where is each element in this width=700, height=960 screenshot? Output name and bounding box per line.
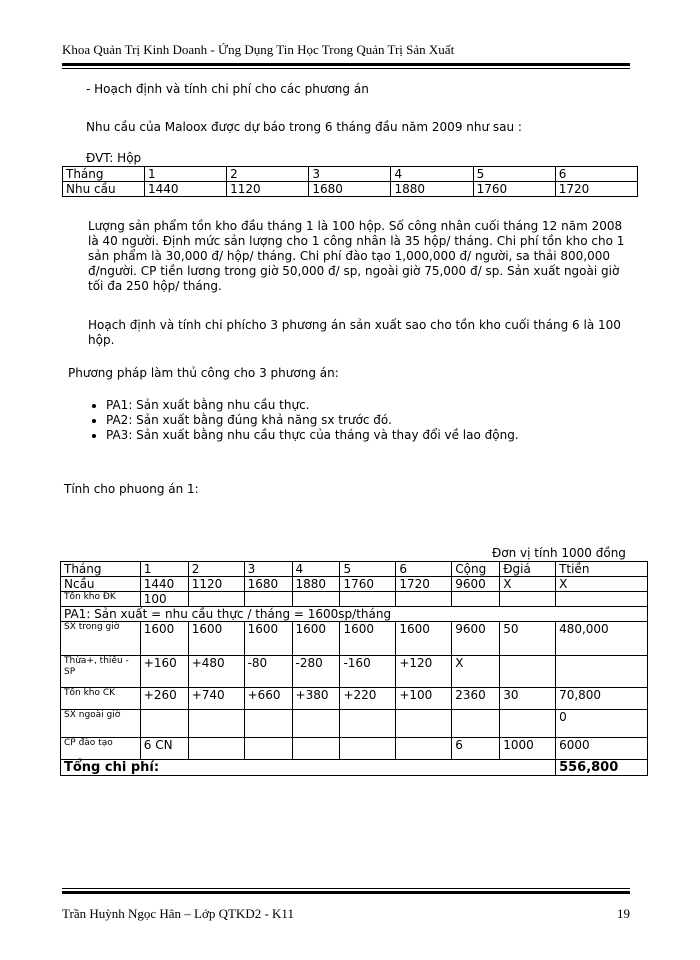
table-cell: 1000 [500, 738, 556, 760]
total-label: Tổng chi phí: [61, 760, 556, 776]
list-item: • PA2: Sản xuất bằng đúng khả năng sx trước đó. [106, 413, 626, 428]
table-cell: 1600 [340, 622, 396, 656]
table-cell: SX ngoài giờ [61, 710, 141, 738]
table-cell: 4 [292, 562, 340, 577]
table-cell: 1600 [244, 622, 292, 656]
table-cell: 30 [500, 688, 556, 710]
table-cell: Thừa+, thiếu - SP [61, 656, 141, 688]
demand-table [62, 166, 638, 197]
table-cell: 1600 [292, 622, 340, 656]
table-cell [500, 592, 556, 607]
table-cell: PA1: Sản xuất = nhu cầu thực / tháng = 1600sp/tháng [61, 607, 648, 622]
table-cell: 4 [391, 167, 473, 182]
table-cell [140, 710, 188, 738]
table-cell: 6 CN [140, 738, 188, 760]
table-cell [292, 710, 340, 738]
calc-table [60, 561, 648, 776]
table-cell: X [556, 577, 648, 592]
table-cell: Tồn kho ĐK [61, 592, 141, 607]
list-item: • PA1: Sản xuất bằng nhu cầu thực. [106, 398, 626, 413]
table-cell: 0 [556, 710, 648, 738]
table-cell: 3 [244, 562, 292, 577]
table-cell: 1880 [292, 577, 340, 592]
table-cell: 6000 [556, 738, 648, 760]
table-row [61, 577, 648, 592]
page-footer [62, 906, 630, 922]
table-cell: +480 [188, 656, 244, 688]
table-cell [396, 738, 452, 760]
table-row [61, 592, 648, 607]
table-cell: 1120 [227, 182, 309, 197]
table-cell [396, 592, 452, 607]
table-cell: 9600 [452, 577, 500, 592]
table-cell [188, 738, 244, 760]
unit-label: ĐVT: Hộp [86, 151, 142, 165]
section-heading: - Hoạch định và tính chi phí cho các phương án [86, 82, 369, 96]
table-cell: SX trong giờ [61, 622, 141, 656]
table-cell: 1720 [396, 577, 452, 592]
table-row [61, 622, 648, 656]
table-cell: 2 [227, 167, 309, 182]
calc-title: Tính cho phuong án 1: [64, 482, 199, 496]
table-cell: 1440 [140, 577, 188, 592]
table-cell: 9600 [452, 622, 500, 656]
table-cell: +120 [396, 656, 452, 688]
table-cell: 3 [309, 167, 391, 182]
method-text: Phương pháp làm thủ công cho 3 phương án: [68, 366, 339, 380]
table-row [61, 710, 648, 738]
table-cell: 100 [140, 592, 188, 607]
table-cell: 50 [500, 622, 556, 656]
table-cell: 6 [555, 167, 637, 182]
table-cell [556, 656, 648, 688]
table-cell: 1600 [140, 622, 188, 656]
table-cell: +740 [188, 688, 244, 710]
table-cell: 1600 [188, 622, 244, 656]
table-row [61, 760, 648, 776]
table-cell: 1680 [309, 182, 391, 197]
table-cell: 2 [188, 562, 244, 577]
table-cell [452, 710, 500, 738]
table-cell: 2360 [452, 688, 500, 710]
table-row [61, 738, 648, 760]
table-cell: 5 [473, 167, 555, 182]
table-cell [188, 710, 244, 738]
table-cell: Cộng [452, 562, 500, 577]
table-cell: 70,800 [556, 688, 648, 710]
page-number: 19 [617, 906, 630, 921]
table-cell: 1680 [244, 577, 292, 592]
table-cell [396, 710, 452, 738]
table-cell [500, 710, 556, 738]
table-cell: 1120 [188, 577, 244, 592]
footer-rule-thin [62, 888, 630, 889]
table-cell: 6 [452, 738, 500, 760]
table-cell: 1 [140, 562, 188, 577]
table-cell: +160 [140, 656, 188, 688]
table-cell: CP đào tạo [61, 738, 141, 760]
table-cell: Ttiền [556, 562, 648, 577]
table-cell [340, 592, 396, 607]
header-rule-thin [62, 68, 630, 69]
table-cell: 5 [340, 562, 396, 577]
table-cell [244, 738, 292, 760]
table-cell: 480,000 [556, 622, 648, 656]
table-cell [340, 738, 396, 760]
table-cell [340, 710, 396, 738]
footer-author: Trần Huỳnh Ngọc Hân – Lớp QTKD2 - K11 [62, 906, 294, 921]
table-cell: 1600 [396, 622, 452, 656]
calc-unit: Đơn vị tính 1000 đồng [492, 546, 626, 560]
table-cell: 6 [396, 562, 452, 577]
table-cell [500, 656, 556, 688]
table-cell: 1 [145, 167, 227, 182]
table-cell [244, 592, 292, 607]
table-row [61, 607, 648, 622]
table-row [61, 562, 648, 577]
table-cell: +100 [396, 688, 452, 710]
table-cell: Tháng [63, 167, 145, 182]
table-cell: X [500, 577, 556, 592]
table-row [63, 167, 638, 182]
table-cell: X [452, 656, 500, 688]
total-value: 556,800 [556, 760, 648, 776]
table-cell [452, 592, 500, 607]
table-cell: 1720 [555, 182, 637, 197]
header-rule [62, 63, 630, 66]
table-cell: +660 [244, 688, 292, 710]
footer-rule [62, 891, 630, 894]
table-cell: +380 [292, 688, 340, 710]
table-row [63, 182, 638, 197]
table-cell: Nhu cầu [63, 182, 145, 197]
table-cell [556, 592, 648, 607]
list-item: • PA3: Sản xuất bằng nhu cầu thực của tháng và thay đổi về lao động. [106, 428, 626, 443]
table-cell: -160 [340, 656, 396, 688]
table-cell: Tháng [61, 562, 141, 577]
table-cell: +260 [140, 688, 188, 710]
demand-intro: Nhu cầu của Maloox được dự báo trong 6 tháng đầu năm 2009 như sau : [86, 120, 522, 134]
table-row [61, 688, 648, 710]
table-cell [188, 592, 244, 607]
table-cell [292, 592, 340, 607]
table-cell: +220 [340, 688, 396, 710]
table-cell: -80 [244, 656, 292, 688]
table-row [61, 656, 648, 688]
paragraph-assumptions: Lượng sản phẩm tồn kho đầu tháng 1 là 100 hộp. Số công nhân cuối tháng 12 năm 2008 là 40 người. Định mức sản lượng cho 1 công nhân là 35 hộp/ tháng. Chi phí tồn kho cho 1 sản phẩm là 30,000 đ/ hộp/ tháng. Chi phí đào tạo 1,000,000 đ/ người, sa thải 800,000 đ/người. CP tiền lương trong giờ 50,000 đ/ sp, ngoài giờ 75,000 đ/ sp. Sản xuất ngoài giờ tối đa 250 hộp/ tháng. [88, 219, 625, 293]
table-cell: 1760 [340, 577, 396, 592]
page-header: Khoa Quản Trị Kinh Doanh - Ứng Dụng Tin Học Trong Quản Trị Sản Xuất [62, 42, 455, 57]
table-cell: 1760 [473, 182, 555, 197]
table-cell: Tồn kho CK [61, 688, 141, 710]
table-cell: Đgiá [500, 562, 556, 577]
table-cell [244, 710, 292, 738]
table-cell: 1880 [391, 182, 473, 197]
table-cell: -280 [292, 656, 340, 688]
table-cell: Ncầu [61, 577, 141, 592]
bullet-list [86, 398, 626, 443]
table-cell [292, 738, 340, 760]
paragraph-task: Hoạch định và tính chi phícho 3 phương án sản xuất sao cho tồn kho cuối tháng 6 là 100 hộp. [88, 318, 621, 347]
table-cell: 1440 [145, 182, 227, 197]
